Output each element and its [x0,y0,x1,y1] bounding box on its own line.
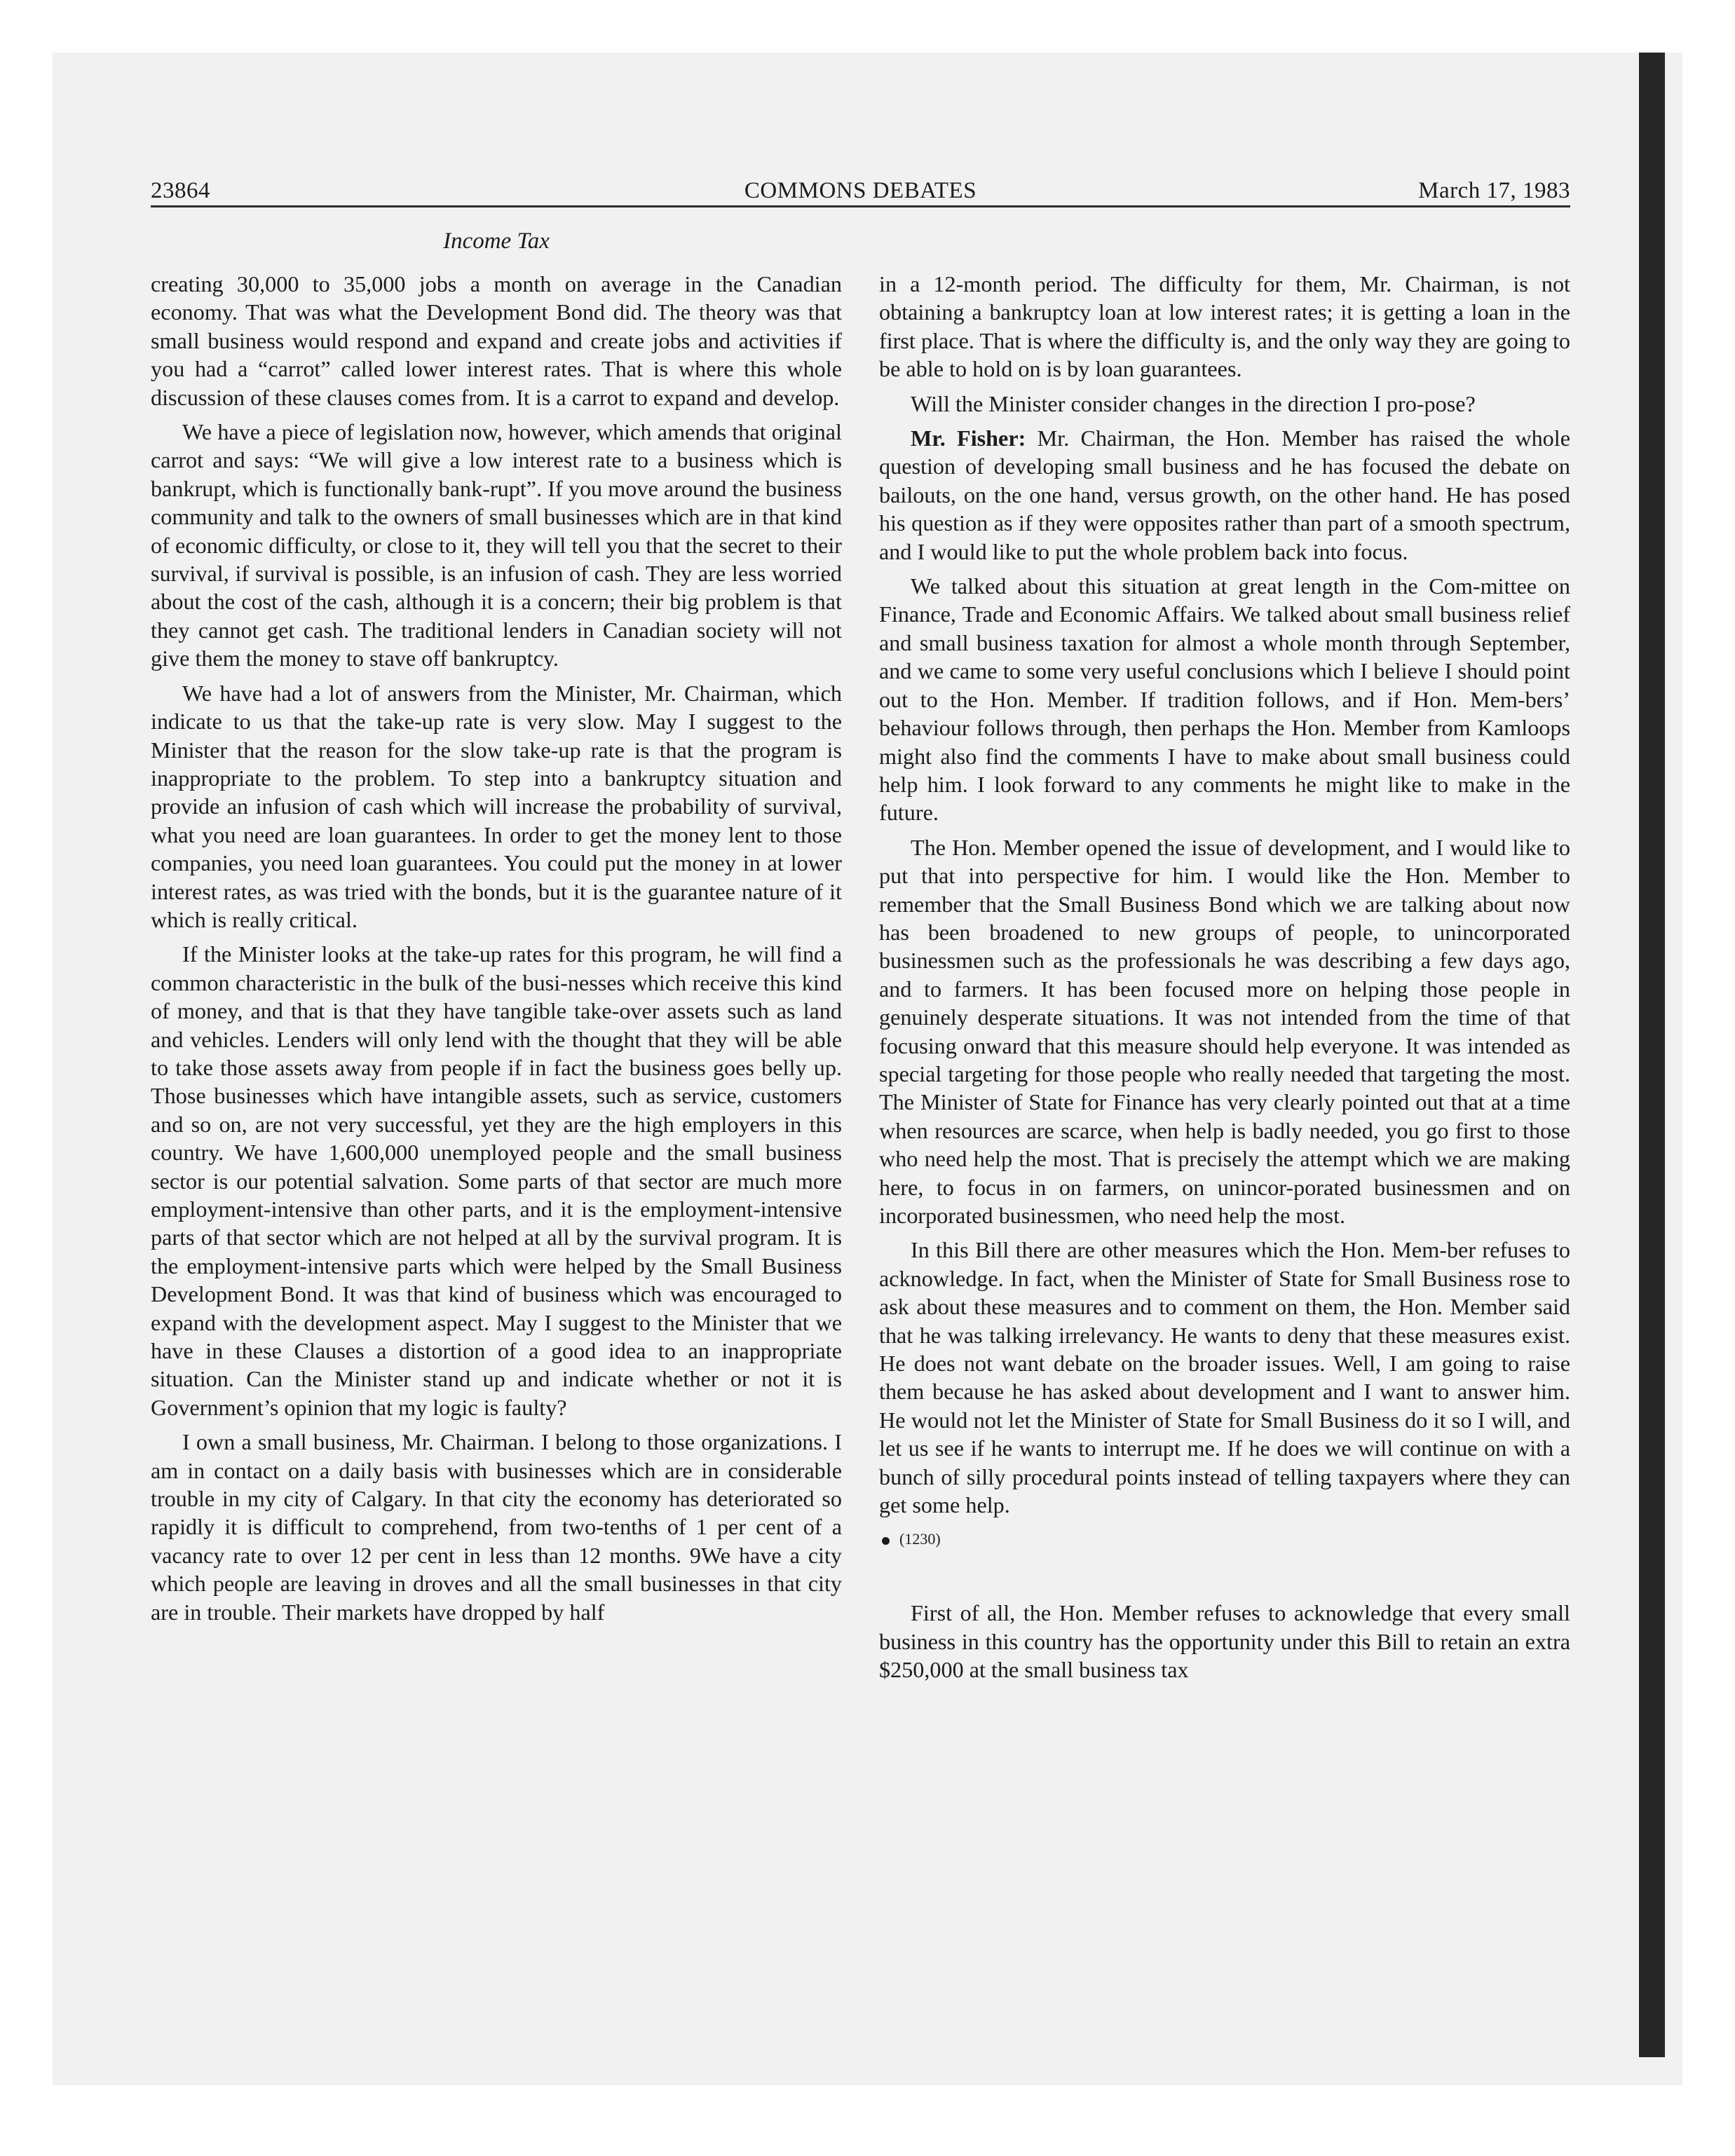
section-title: Income Tax [443,228,550,254]
paragraph: in a 12-month period. The difficulty for them, Mr. Chairman, is not obtaining a bankruptcy loan at low interest rates; it is getting a loan in the first place. That is where the difficulty is, and the only way they are going to be able to hold on is by loan guarantees. [879,271,1570,382]
paragraph: creating 30,000 to 35,000 jobs a month on average in the Canadian economy. That was what the Development Bond did. The theory was that small business would respond and expand and create jobs and activities if you had a “carrot” called lower interest rates. That is where this whole discussion of these clauses comes from. It is a carrot to expand and develop. [151,271,842,410]
right-column [879,270,1570,1691]
publication-title: COMMONS DEBATES [744,178,977,203]
paragraph: We have had a lot of answers from the Minister, Mr. Chairman, which indicate to us that the take-up rate is very slow. May I suggest to the Minister that the reason for the slow take-up rate is that the program is inappropriate to the problem. To step into a bankruptcy situation and provide an infusion of cash which will increase the probability of survival, what you need are loan guarantees. In order to get the money lent to those companies, you need loan guarantees. You could put the money in at lower interest rates, as was tried with the bonds, but it is the guarantee nature of it which is really critical. [151,680,842,932]
paragraph: We talked about this situation at great length in the Com-mittee on Finance, Trade and Economic Affairs. We talked about small business relief and small business taxation for almost a whole month through September, and we came to some very useful conclusions which I believe I should point out to the Hon. Member. If tradition follows, and if Hon. Mem-bers’ behaviour follows through, then perhaps the Hon. Member from Kamloops might also find the comments I have to make about small business could help him. I look forward to any comments he might like to make in the future. [879,573,1570,826]
issue-date: March 17, 1983 [1418,178,1570,203]
paragraph: We have a piece of legislation now, however, which amends that original carrot and says: “We will give a low interest rate to a business which is bankrupt, which is functionally bank-rupt”. If you move around the business community and talk to the owners of small businesses which are in that kind of economic difficulty, or close to it, they will tell you that the secret to their survival, if survival is possible, is an infusion of cash. They are less worried about the cost of the cash, although it is a concern; their big problem is that they cannot get cash. The traditional lenders in Canadian society will not give them the money to stave off bankruptcy. [151,419,842,671]
paragraph: I own a small business, Mr. Chairman. I belong to those organizations. I am in contact on a daily basis with businesses which are in considerable trouble in my city of Calgary. In that city the economy has deteriorated so rapidly it is difficult to comprehend, from two-tenths of 1 per cent of a vacancy rate to over 12 per cent in less than 12 months. 9We have a city which people are leaving in droves and all the small businesses in that city are in trouble. Their markets have dropped by half [151,1429,842,1625]
paragraph: First of all, the Hon. Member refuses to acknowledge that every small business in this country has the opportunity under this Bill to retain an extra $250,000 at the small business tax [879,1600,1570,1683]
header-rule [151,205,1570,207]
scan-edge-shadow [1639,53,1665,2057]
paragraph: Will the Minister consider changes in the direction I pro-pose? [911,390,1476,416]
page-number: 23864 [151,178,210,203]
time-marker-label: (1230) [899,1530,941,1548]
time-marker [879,1529,1570,1550]
bullet-icon [882,1537,890,1545]
paragraph: In this Bill there are other measures which the Hon. Mem-ber refuses to acknowledge. In fact, when the Minister of State for Small Business rose to ask about these measures and to comment on them, the Hon. Member said that he was talking irrelevancy. He wants to deny that these measures exist. He does not want debate on the broader issues. Well, I am going to raise them because he has asked about development and I want to answer him. He would not let the Minister of State for Small Business do it so I will, and let us see if he wants to interrupt me. If he does we will continue on with a bunch of silly procedural points instead of telling taxpayers where they can get some help. [879,1237,1570,1518]
speaker-name: Mr. Fisher: [911,425,1026,451]
speaker-text: Mr. Chairman, the Hon. Member has raised the whole question of developing small business and he has focused the debate on bailouts, on the one hand, versus growth, on the other hand. He has posed his question as if they were opposites rather than part of a smooth spectrum, and I would like to put the whole problem back into focus. [879,425,1570,564]
running-header [151,175,1570,206]
speaker-paragraph [879,424,1570,566]
paragraph: The Hon. Member opened the issue of development, and I would like to put that into perspective for him. I would like the Hon. Member to remember that the Small Business Bond which we are talking about now has been broadened to new groups of people, to unincorporated businessmen such as the professionals he was describing a few days ago, and to farmers. It has been focused more on helping those people in genuinely desperate situations. It was not intended from the time of that focusing onward that this measure should help everyone. It was intended as special targeting for those people who really needed that targeting the most. The Minister of State for Finance has very clearly pointed out that at a time when resources are scarce, when help is badly needed, you go first to those who need help the most. That is precisely the attempt which we are making here, to focus in on farmers, on unincor-porated businessmen and on incorporated businessmen, who need help the most. [879,834,1570,1228]
left-column [151,270,842,1632]
paragraph: If the Minister looks at the take-up rates for this program, he will find a common characteristic in the bulk of the busi-nesses which receive this kind of money, and that is that they have tangible take-over assets such as land and vehicles. Lenders will only lend with the thought that they will be able to take those assets away from people if in fact the business goes belly up. Those businesses which have intangible assets, such as service, customers and so on, are not very successful, yet they are the high employers in this country. We have 1,600,000 unemployed people and the small business sector is our potential salvation. Some parts of that sector are much more employment-intensive than other parts, and it is the employment-intensive parts of that sector which are not helped at all by the survival program. It is the employment-intensive parts which were helped by the Small Business Development Bond. It was that kind of business which was encouraged to expand with the development aspect. May I suggest to the Minister that we have in these Clauses a distortion of a good idea to an inappropriate situation. Can the Minister stand up and indicate whether or not it is Government’s opinion that my logic is faulty? [151,941,842,1420]
